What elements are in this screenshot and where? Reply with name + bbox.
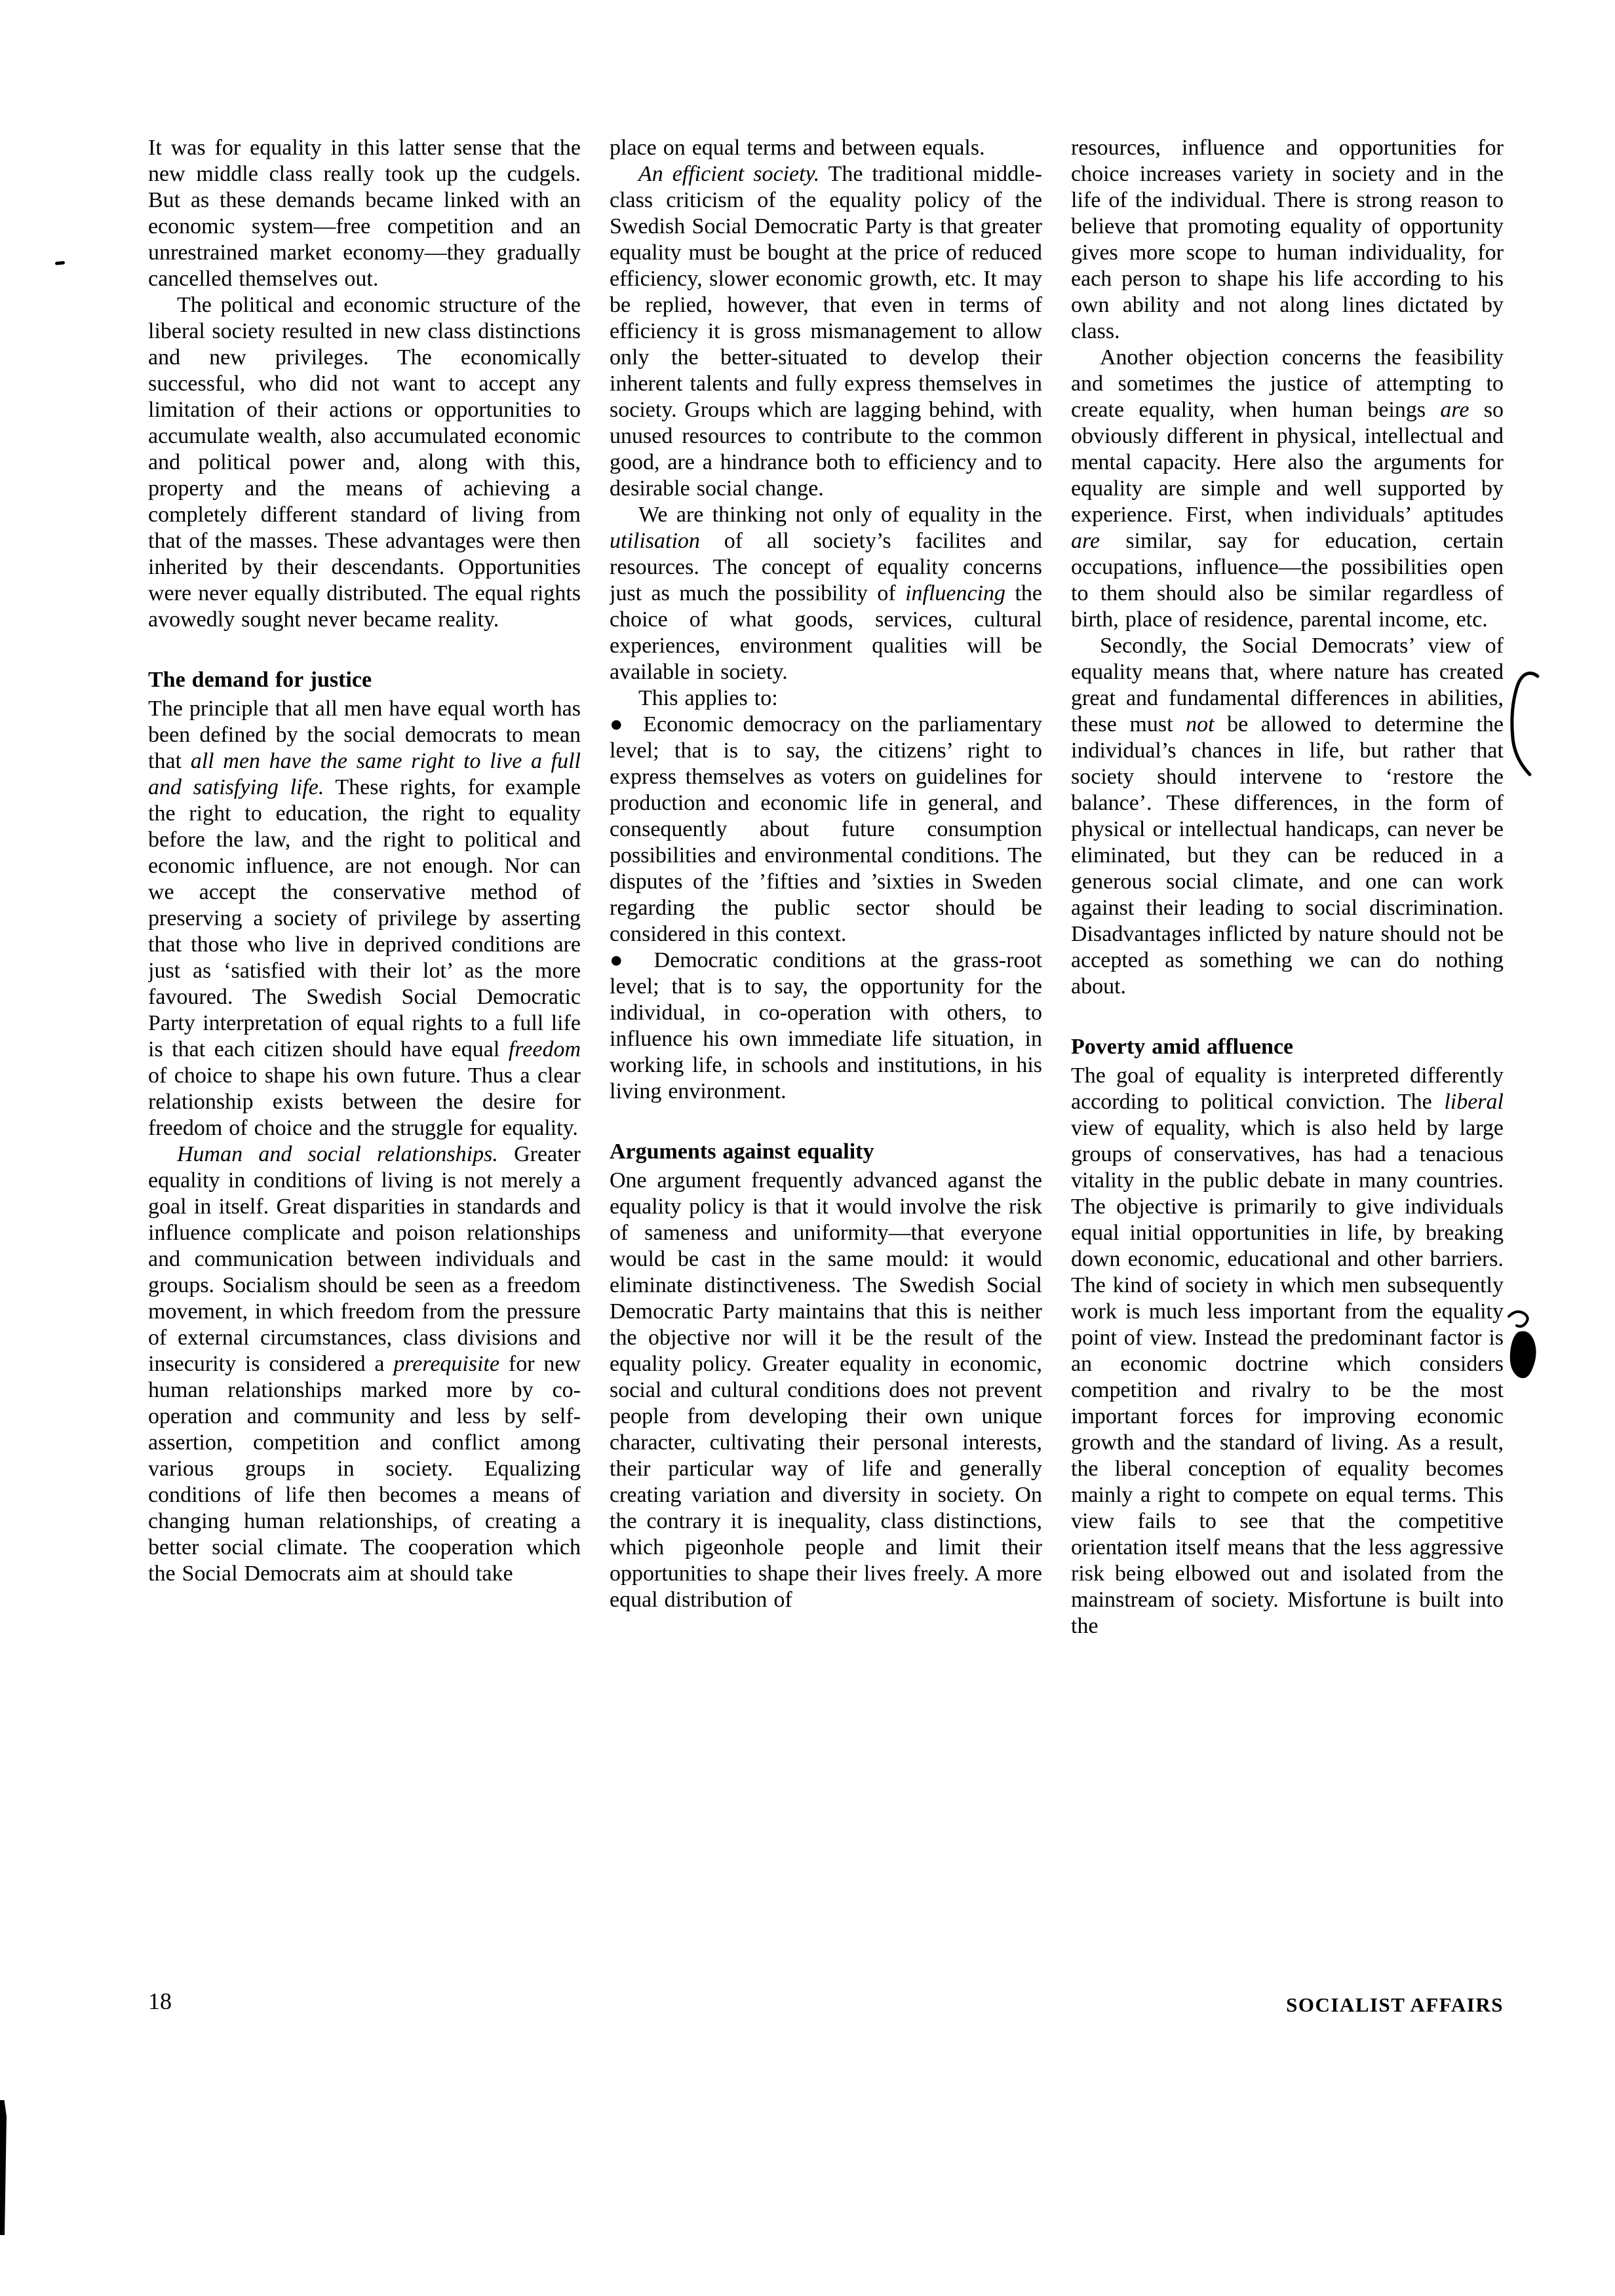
section-heading: Poverty amid affluence — [1071, 1035, 1294, 1059]
text-column-1 — [148, 135, 581, 1970]
paragraph: Human and social relationships. Greater equality in conditions of living is not merely a goal in itself. Great disparities in standards and influence complicate and poison relationships and communication between individuals and groups. Socialism should be seen as a freedom movement, in which freedom from the pressure of external circumstances, class divisions and insecurity is considered a prerequisite for new human relationships marked more by co-operation and community and less by self-assertion, competition and conflict among various groups in society. Equalizing conditions of life then becomes a means of changing human relationships, of creating a better social climate. The cooperation which the Social Democrats aim at should take — [148, 1142, 581, 1586]
text-column-2 — [610, 135, 1042, 1970]
page-number: 18 — [148, 1988, 172, 2014]
text-column-3 — [1071, 135, 1504, 1970]
paragraph: The goal of equality is interpreted differently according to political conviction. The liberal view of equality, which is also held by large groups of conservatives, has had a tenacious vitality in the public debate in many countries. The objective is primarily to give individuals equal initial opportunities in life, by breaking down economic, educational and other barriers. The kind of society in which men subsequently work is much less important from the equality point of view. Instead the predominant factor is an economic doctrine which considers competition and rivalry to be the most important forces for improving economic growth and the standard of living. As a result, the liberal conception of equality becomes mainly a right to compete on equal terms. This view fails to see that the competitive orientation itself means that the less aggressive risk being elbowed out and isolated from the mainstream of society. Misfortune is built into the — [1071, 1063, 1504, 1638]
paragraph: Secondly, the Social Democrats’ view of equality means that, where nature has created great and fundamental differences in abilities, these must not be allowed to determine the individual’s chances in life, but rather that society should intervene to ‘restore the balance’. These differences, in the form of physical or intellectual handicaps, can never be eliminated, but they can be reduced in a generous social climate, and one can work against their leading to social discrimination. Disadvantages inflicted by nature should not be accepted as something we can do nothing about. — [1071, 634, 1504, 999]
paragraph: The principle that all men have equal worth has been defined by the social democrats to mean that all men have the same right to live a full and satisfying life. These rights, for example the right to education, the right to equality before the law, and the right to political and economic influence, are not enough. Nor can we accept the conservative method of preserving a society of privilege by asserting that those who live in deprived conditions are just as ‘satisfied with their lot’ as the more favoured. The Swedish Social Democratic Party interpretation of equal rights to a full life is that each citizen should have equal freedom of choice to shape his own future. Thus a clear relationship exists between the desire for freedom of choice and the struggle for equality. — [148, 697, 581, 1140]
pen-mark-icon — [1500, 670, 1547, 782]
paragraph: Another objection concerns the feasibility and sometimes the justice of attempting to create equality, when human beings are so obviously different in physical, intellectual and mental capacity. Here also the arguments for equality are simple and well supported by experience. First, when individuals’ aptitudes are similar, say for education, certain occupations, influence—the possibilities open to them should also be similar regardless of birth, place of residence, parental income, etc. — [1071, 345, 1504, 632]
paragraph: We are thinking not only of equality in the utilisation of all society’s facilites and resources. The concept of equality concerns just as much the possibility of influencing the choice of what goods, services, cultural experiences, environment qualities will be available in society. — [610, 503, 1042, 684]
paragraph: resources, influence and opportunities for choice increases variety in society and in the life of the individual. There is strong reason to believe that promoting equality of opportunity gives more scope to human individuality, for each person to shape his life according to his own ability and not along lines dictated by class. — [1071, 136, 1504, 343]
bullet-item: ● Democratic conditions at the grass-root level; that is to say, the opportunity for the individual, in co-operation with others, to influence his own immediate life situation, in working life, in schools and institutions, in his living environment. — [610, 948, 1042, 1103]
section-heading: The demand for justice — [148, 668, 372, 692]
bullet-icon: ● — [610, 948, 654, 972]
ink-blot-icon — [1498, 1307, 1540, 1388]
bullet-item: ● Economic democracy on the parliamentary level; that is to say, the citizens’ right to express themselves as voters on guidelines for production and economic life in general, and consequently about future consumption possibilities and environmental conditions. The disputes of the ’fifties and ’sixties in Sweden regarding the public sector should be considered in this context. — [610, 712, 1042, 946]
margin-speck — [55, 261, 65, 265]
paragraph: It was for equality in this latter sense that the new middle class really took up the cudgels. But as these demands became linked with an economic system—free competition and an unrestrained market economy—they gradually cancelled themselves out. — [148, 136, 581, 291]
bullet-icon: ● — [610, 712, 644, 737]
paragraph: The political and economic structure of the liberal society resulted in new class distinctions and new privileges. The economically successful, who did not want to accept any limitation of their actions or opportunities to accumulate wealth, also accumulated economic and political power and, along with this, property and the means of achieving a completely different standard of living from that of the masses. These advantages were then inherited by their descendants. Opportunities were never equally distributed. The equal rights avowedly sought never became reality. — [148, 293, 581, 632]
section-heading: Arguments against equality — [610, 1139, 874, 1164]
paragraph: This applies to: — [638, 686, 778, 710]
paragraph: place on equal terms and between equals. — [610, 136, 985, 160]
paragraph: One argument frequently advanced aganst the equality policy is that it would involve the risk of sameness and uniformity—that everyone would be cast in the same mould: it would eliminate distinctiveness. The Swedish Social Democratic Party maintains that this is neither the objective nor will it be the result of the equality policy. Greater equality in economic, social and cultural conditions does not prevent people from developing their own unique character, cultivating their personal interests, their particular way of life and generally creating variation and diversity in society. On the contrary it is inequality, class distinctions, which pigeonhole people and limit their opportunities to shape their lives freely. A more equal distribution of — [610, 1168, 1042, 1612]
journal-title: SOCIALIST AFFAIRS — [1286, 1993, 1504, 2016]
scan-edge-mark — [0, 2100, 7, 2235]
paragraph: An efficient society. The traditional middle-class criticism of the equality policy of the Swedish Social Democratic Party is that greater equality must be bought at the price of reduced efficiency, slower economic growth, etc. It may be replied, however, that even in terms of efficiency it is gross mismanagement to allow only the better-situated to develop their inherent talents and fully express themselves in society. Groups which are lagging behind, with unused resources to contribute to the common good, are a hindrance both to efficiency and to desirable social change. — [610, 162, 1042, 501]
